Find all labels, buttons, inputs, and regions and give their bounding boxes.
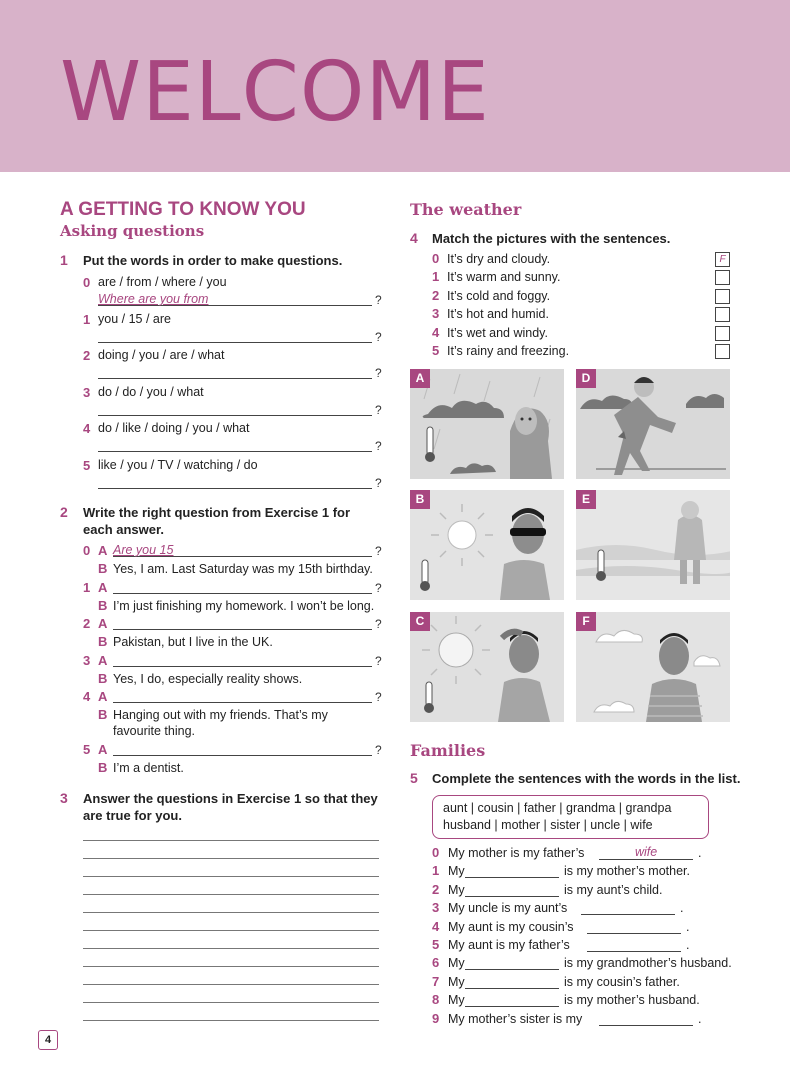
item-number: 2 bbox=[83, 616, 91, 631]
exercise-1-number: 1 bbox=[60, 252, 68, 268]
picture-e bbox=[576, 490, 730, 600]
writing-line[interactable] bbox=[83, 984, 379, 985]
question-mark: ? bbox=[375, 439, 382, 453]
question-mark: ? bbox=[375, 293, 382, 307]
item-number: 8 bbox=[432, 992, 440, 1008]
word-prompt: are / from / where / you bbox=[98, 275, 227, 289]
answer-line[interactable] bbox=[98, 415, 372, 416]
answer-line[interactable] bbox=[113, 755, 372, 756]
picture-f bbox=[576, 612, 730, 722]
speaker-a: A bbox=[98, 653, 108, 668]
reply-text: I’m a dentist. bbox=[113, 761, 184, 775]
item-number: 1 bbox=[83, 580, 91, 595]
example-answer: Are you 15 bbox=[113, 543, 174, 557]
question-mark: ? bbox=[375, 743, 382, 757]
exercise-5-number: 5 bbox=[410, 770, 418, 786]
item-number: 0 bbox=[432, 845, 440, 860]
sentence-end: . bbox=[686, 938, 690, 952]
item-number: 3 bbox=[83, 385, 91, 400]
speaker-a: A bbox=[98, 543, 108, 558]
answer-box[interactable] bbox=[715, 270, 730, 285]
writing-line[interactable] bbox=[83, 912, 379, 913]
speaker-a: A bbox=[98, 742, 108, 757]
sentence-end: is my aunt’s child. bbox=[564, 882, 663, 897]
answer-line[interactable] bbox=[98, 488, 372, 489]
item-number: 0 bbox=[83, 275, 91, 290]
answer-box[interactable] bbox=[715, 307, 730, 322]
exercise-2-instruction-line2: each answer. bbox=[83, 522, 164, 537]
item-number: 7 bbox=[432, 973, 440, 989]
reply-text: I’m just finishing my homework. I won’t be long. bbox=[113, 599, 375, 613]
speaker-a: A bbox=[98, 689, 108, 704]
item-number: 2 bbox=[432, 881, 440, 897]
answer-line[interactable] bbox=[599, 1025, 693, 1026]
item-number: 1 bbox=[432, 269, 440, 285]
answer-box[interactable] bbox=[715, 252, 730, 267]
answer-line[interactable] bbox=[465, 988, 559, 989]
speaker-a: A bbox=[98, 616, 108, 631]
item-number: 2 bbox=[432, 287, 440, 303]
question-mark: ? bbox=[375, 690, 382, 704]
sentence-end: . bbox=[698, 846, 702, 860]
sentence-end: . bbox=[680, 901, 684, 916]
sentence-start: My aunt is my father’s bbox=[448, 938, 570, 952]
word-prompt: like / you / TV / watching / do bbox=[98, 458, 258, 472]
sentence-start: My mother is my father’s bbox=[448, 846, 585, 860]
weather-title: The weather bbox=[410, 200, 522, 219]
reply-text: Yes, I am. Last Saturday was my 15th birthday. bbox=[113, 562, 373, 576]
weather-sentence: It’s rainy and freezing. bbox=[447, 344, 570, 358]
speaker-b: B bbox=[98, 760, 108, 775]
writing-line[interactable] bbox=[83, 966, 379, 967]
word-list-box bbox=[432, 795, 709, 839]
item-number: 5 bbox=[83, 458, 91, 473]
writing-line[interactable] bbox=[83, 930, 379, 931]
speaker-b: B bbox=[98, 707, 108, 722]
sentence-end: is my cousin’s father. bbox=[564, 974, 680, 989]
question-mark: ? bbox=[375, 617, 382, 631]
writing-line[interactable] bbox=[83, 840, 379, 841]
writing-line[interactable] bbox=[83, 876, 379, 877]
word-prompt: do / do / you / what bbox=[98, 385, 204, 399]
answer-box[interactable] bbox=[715, 344, 730, 359]
warm-sunny-illustration bbox=[410, 490, 564, 600]
item-number: 4 bbox=[83, 421, 91, 436]
word-prompt: do / like / doing / you / what bbox=[98, 421, 250, 435]
item-number: 5 bbox=[432, 937, 440, 952]
exercise-3-number: 3 bbox=[60, 790, 68, 806]
answer-line[interactable] bbox=[581, 914, 675, 915]
question-mark: ? bbox=[375, 476, 382, 490]
answer-box[interactable] bbox=[715, 326, 730, 341]
question-mark: ? bbox=[375, 581, 382, 595]
header-banner bbox=[0, 0, 790, 172]
word-prompt: doing / you / are / what bbox=[98, 348, 225, 362]
section-subtitle: Asking questions bbox=[60, 222, 205, 240]
item-number: 4 bbox=[432, 324, 440, 340]
page-title: WELCOME bbox=[60, 45, 490, 140]
answer-line[interactable] bbox=[465, 896, 559, 897]
item-number: 3 bbox=[432, 306, 440, 322]
sentence-end: is my mother’s mother. bbox=[564, 864, 690, 879]
reply-text-cont: favourite thing. bbox=[113, 724, 195, 738]
reply-text: Hanging out with my friends. That’s my bbox=[113, 708, 328, 722]
exercise-1-instruction: Put the words in order to make questions. bbox=[83, 253, 343, 268]
speaker-b: B bbox=[98, 598, 108, 613]
exercise-3-instruction-line2: are true for you. bbox=[83, 808, 182, 823]
picture-c-label: C bbox=[410, 612, 430, 631]
answer-line[interactable] bbox=[587, 951, 681, 952]
exercise-2-number: 2 bbox=[60, 504, 68, 520]
exercise-2-instruction-line1: Write the right question from Exercise 1 for bbox=[83, 505, 351, 520]
speaker-a: A bbox=[98, 580, 108, 595]
section-title: A GETTING TO KNOW YOU bbox=[60, 199, 306, 220]
item-number: 0 bbox=[432, 251, 440, 266]
exercise-3-instruction-line1: Answer the questions in Exercise 1 so that they bbox=[83, 791, 378, 806]
rainy-freezing-illustration bbox=[410, 369, 564, 479]
word-list-line1: aunt | cousin | father | grandma | grandpa bbox=[443, 801, 672, 815]
answer-line[interactable] bbox=[113, 666, 372, 667]
answer-line[interactable] bbox=[98, 451, 372, 452]
page-number: 4 bbox=[38, 1030, 58, 1050]
dry-cloudy-illustration bbox=[576, 612, 730, 722]
answer-line[interactable] bbox=[113, 593, 372, 594]
example-answer: Where are you from bbox=[98, 292, 209, 306]
sentence-start: My uncle is my aunt’s bbox=[448, 901, 568, 916]
cold-foggy-illustration bbox=[576, 490, 730, 600]
writing-line[interactable] bbox=[83, 1002, 379, 1003]
item-number: 6 bbox=[432, 955, 440, 971]
answer-line[interactable] bbox=[98, 342, 372, 343]
item-number: 2 bbox=[83, 348, 91, 363]
writing-line[interactable] bbox=[83, 894, 379, 895]
sentence-end: . bbox=[698, 1011, 702, 1026]
writing-line[interactable] bbox=[83, 948, 379, 949]
sentence-end: is my mother’s husband. bbox=[564, 993, 700, 1008]
item-number: 4 bbox=[83, 689, 91, 704]
sentence-end: . bbox=[686, 919, 690, 934]
sentence-start: My bbox=[448, 882, 465, 897]
weather-sentence: It’s warm and sunny. bbox=[447, 270, 561, 285]
exercise-4-instruction: Match the pictures with the sentences. bbox=[432, 231, 671, 246]
picture-b-label: B bbox=[410, 490, 430, 509]
picture-f-label: F bbox=[576, 612, 596, 631]
hot-humid-illustration bbox=[410, 612, 564, 722]
writing-line[interactable] bbox=[83, 1020, 379, 1021]
answer-line[interactable] bbox=[113, 629, 372, 630]
sentence-start: My bbox=[448, 956, 465, 971]
weather-sentence: It’s cold and foggy. bbox=[447, 288, 551, 303]
sentence-start: My bbox=[448, 864, 465, 879]
item-number: 3 bbox=[83, 653, 91, 668]
answer-line[interactable] bbox=[98, 378, 372, 379]
exercise-4-number: 4 bbox=[410, 230, 418, 246]
picture-b bbox=[410, 490, 564, 600]
question-mark: ? bbox=[375, 366, 382, 380]
picture-e-label: E bbox=[576, 490, 596, 509]
answer-line[interactable] bbox=[587, 933, 681, 934]
question-mark: ? bbox=[375, 654, 382, 668]
answer-line[interactable] bbox=[465, 877, 559, 878]
item-number: 1 bbox=[432, 863, 440, 879]
question-mark: ? bbox=[375, 330, 382, 344]
sentence-start: My bbox=[448, 993, 465, 1008]
word-prompt: you / 15 / are bbox=[98, 312, 171, 326]
speaker-b: B bbox=[98, 561, 108, 576]
wet-windy-illustration bbox=[576, 369, 730, 479]
answer-line[interactable] bbox=[465, 1006, 559, 1007]
exercise-3-instruction bbox=[83, 790, 378, 824]
sentence-start: My bbox=[448, 974, 465, 989]
weather-sentence: It’s hot and humid. bbox=[447, 307, 549, 322]
picture-d bbox=[576, 369, 730, 479]
item-number: 1 bbox=[83, 312, 91, 327]
weather-sentence: It’s dry and cloudy. bbox=[447, 252, 551, 266]
answer-box[interactable] bbox=[715, 289, 730, 304]
exercise-5-instruction: Complete the sentences with the words in the list. bbox=[432, 771, 741, 786]
answer-box-mark: F bbox=[719, 254, 726, 265]
item-number: 5 bbox=[83, 742, 91, 757]
picture-c bbox=[410, 612, 564, 722]
example-answer: wife bbox=[635, 845, 658, 859]
question-mark: ? bbox=[375, 403, 382, 417]
reply-text: Yes, I do, especially reality shows. bbox=[113, 672, 303, 686]
picture-a bbox=[410, 369, 564, 479]
answer-line[interactable] bbox=[599, 859, 693, 860]
writing-line[interactable] bbox=[83, 858, 379, 859]
item-number: 4 bbox=[432, 918, 440, 934]
item-number: 3 bbox=[432, 900, 440, 916]
sentence-start: My aunt is my cousin’s bbox=[448, 919, 574, 934]
question-mark: ? bbox=[375, 544, 382, 558]
item-number: 0 bbox=[83, 543, 91, 558]
picture-a-label: A bbox=[410, 369, 430, 388]
item-number: 9 bbox=[432, 1010, 440, 1026]
sentence-start: My mother’s sister is my bbox=[448, 1011, 583, 1026]
picture-d-label: D bbox=[576, 369, 596, 388]
reply-text: Pakistan, but I live in the UK. bbox=[113, 635, 273, 649]
sentence-end: is my grandmother’s husband. bbox=[564, 956, 732, 971]
answer-line[interactable] bbox=[113, 702, 372, 703]
families-title: Families bbox=[410, 741, 486, 760]
weather-sentence: It’s wet and windy. bbox=[447, 325, 548, 340]
exercise-2-instruction bbox=[83, 504, 350, 538]
speaker-b: B bbox=[98, 671, 108, 686]
answer-line[interactable] bbox=[465, 969, 559, 970]
item-number: 5 bbox=[432, 343, 440, 358]
word-list-line2: husband | mother | sister | uncle | wife bbox=[443, 818, 653, 832]
speaker-b: B bbox=[98, 634, 108, 649]
